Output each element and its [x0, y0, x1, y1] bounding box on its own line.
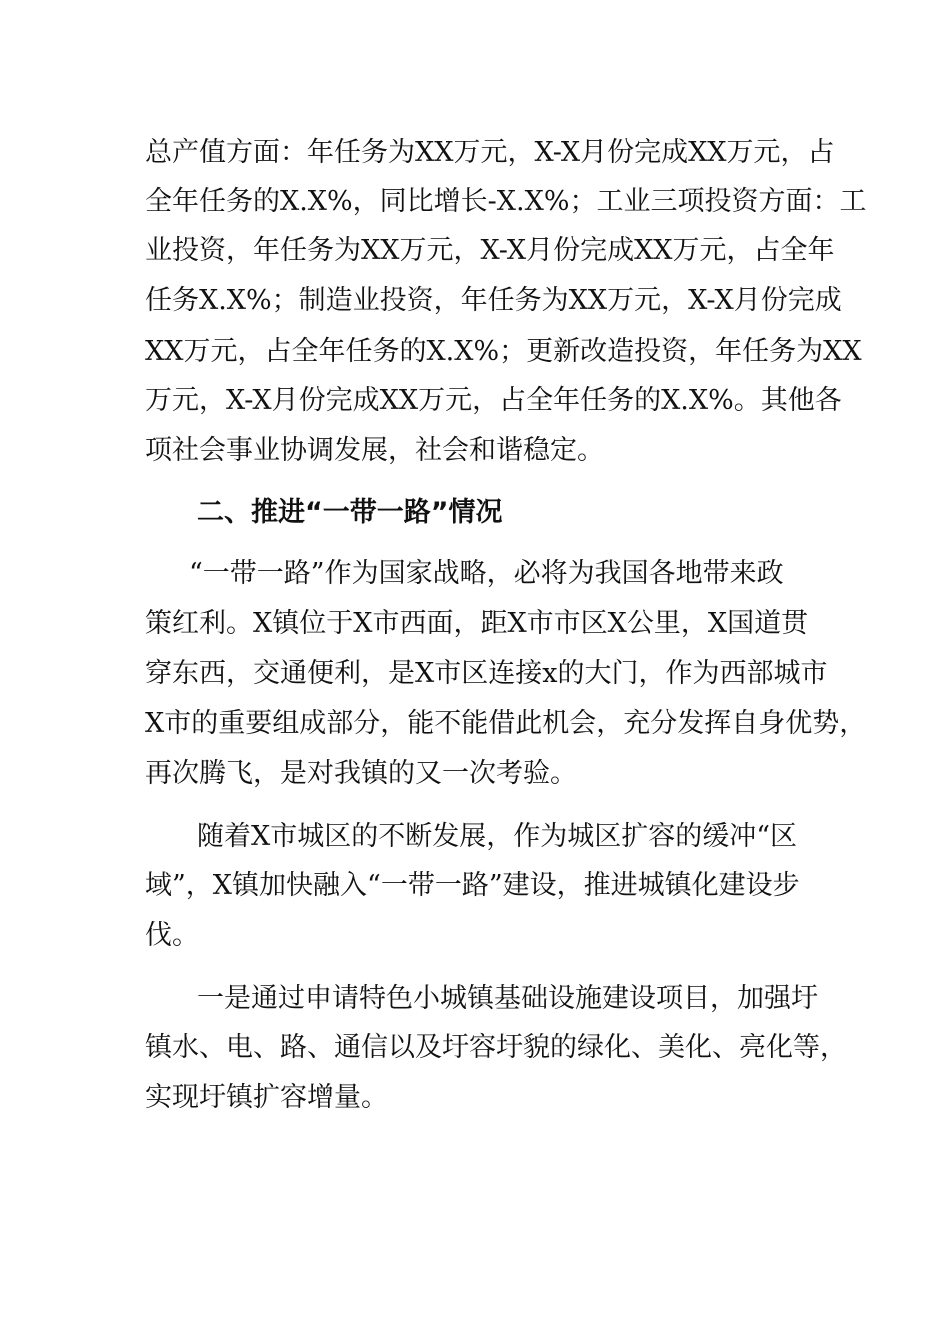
- paragraph-3-line-2: 域”，X镇加快融入“一带一路”建设，推进城镇化建设步: [145, 870, 800, 901]
- paragraph-4-line-2: 镇水、电、路、通信以及圩容圩貌的绿化、美化、亮化等，: [145, 1032, 847, 1063]
- paragraph-4-line-1: 一是通过申请特色小城镇基础设施建设项目，加强圩: [197, 983, 818, 1014]
- paragraph-1-line-4: 任务X.X%；制造业投资，年任务为XX万元，X-X月份完成: [145, 285, 842, 316]
- paragraph-1-line-2: 全年任务的X.X%，同比增长-X.X%；工业三项投资方面：工: [145, 186, 867, 217]
- paragraph-2-line-5: 再次腾飞，是对我镇的又一次考验。: [145, 758, 577, 789]
- section-heading: 二、推进“一带一路”情况: [197, 497, 503, 528]
- paragraph-3-line-3: 伐。: [145, 920, 199, 951]
- paragraph-4-line-3: 实现圩镇扩容增量。: [145, 1082, 388, 1113]
- paragraph-1-line-3: 业投资，年任务为XX万元，X-X月份完成XX万元，占全年: [145, 235, 835, 266]
- paragraph-1-line-6: 万元，X-X月份完成XX万元，占全年任务的X.X%。其他各: [145, 385, 842, 416]
- paragraph-2-line-1: “一带一路”作为国家战略，必将为我国各地带来政: [189, 558, 784, 589]
- paragraph-2-line-4: X市的重要组成部分，能不能借此机会，充分发挥自身优势，: [145, 708, 867, 739]
- paragraph-2-line-2: 策红利。X镇位于X市西面，距X市市区X公里，X国道贯: [145, 608, 809, 639]
- paragraph-1-line-5: XX万元，占全年任务的X.X%；更新改造投资，年任务为XX: [145, 336, 862, 367]
- paragraph-1-line-1: 总产值方面：年任务为XX万元，X-X月份完成XX万元，占: [145, 137, 835, 168]
- paragraph-1-line-7: 项社会事业协调发展，社会和谐稳定。: [145, 435, 604, 466]
- paragraph-2-line-3: 穿东西，交通便利，是X市区连接x的大门，作为西部城市: [145, 658, 828, 689]
- paragraph-3-line-1: 随着X市城区的不断发展，作为城区扩容的缓冲“区: [197, 821, 798, 852]
